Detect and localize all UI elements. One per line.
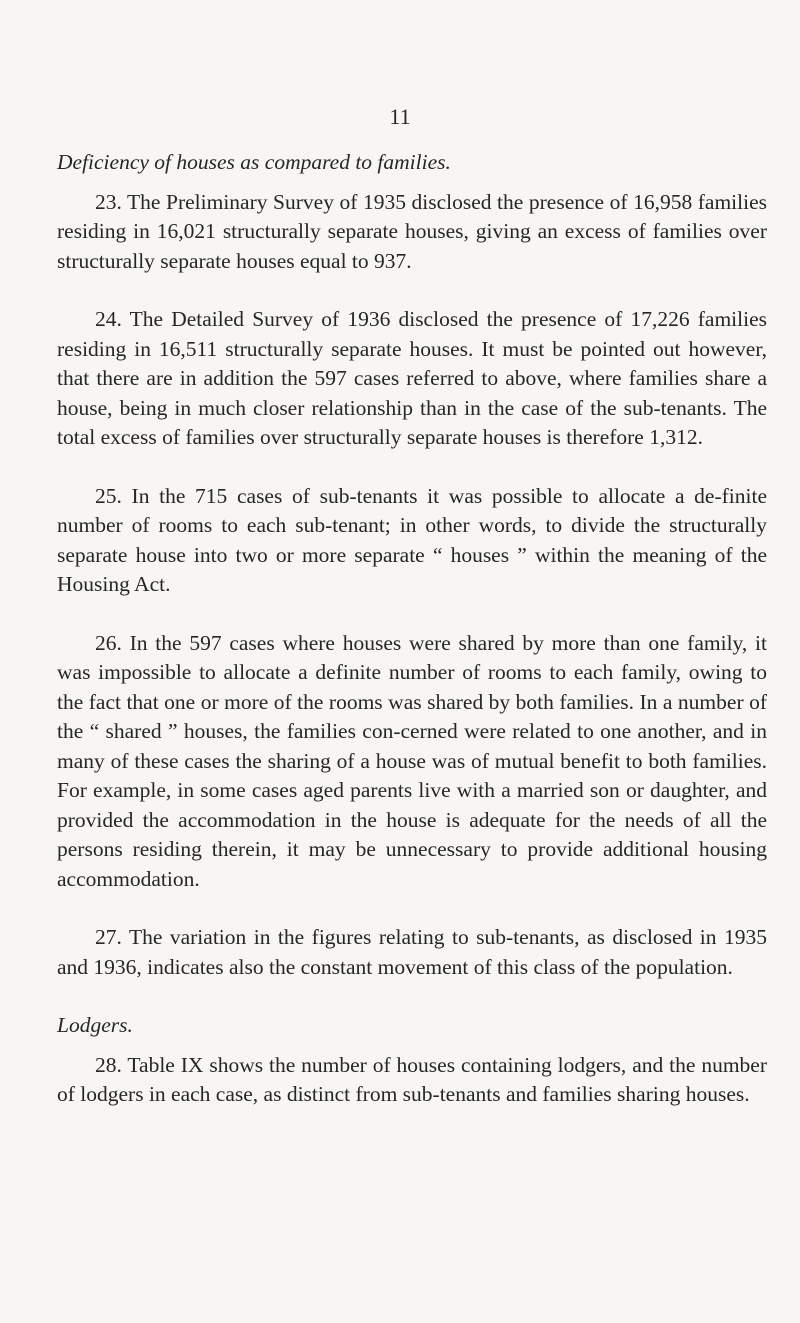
paragraph-26: 26. In the 597 cases where houses were shared by more than one family, it was impossible to allocate a definite number of rooms to each family, owing to the fact that one or more of the rooms was shared by both families. In a number of the “ shared ” houses, the families con-cerned were related to one another, and in many of these cases the sharing of a house was of mutual benefit to both families. For example, in some cases aged parents live with a married son or daughter, and provided the accommodation in the house is adequate for the needs of all the persons residing therein, it may be unnecessary to provide additional housing accommodation. (57, 630, 767, 891)
section-heading-lodgers: Lodgers. (57, 1013, 133, 1037)
paragraph-25: 25. In the 715 cases of sub-tenants it was possible to allocate a de-finite number of rooms to each sub-tenant; in other words, to divide the structurally separate house into two or more separate “ houses ” within the meaning of the Housing Act. (57, 483, 767, 596)
paragraph-24: 24. The Detailed Survey of 1936 disclosed the presence of 17,226 families residing in 16,511 structurally separate houses. It must be pointed out however, that there are in addition the 597 cases referred to above, where families share a house, being in much closer relationship than in the case of the sub-tenants. The total excess of families over structurally separate houses is therefore 1,312. (57, 307, 767, 449)
section-heading-deficiency: Deficiency of houses as compared to families. (57, 150, 451, 174)
page-number: 11 (389, 104, 411, 129)
page-content (57, 148, 767, 1110)
paragraph-27: 27. The variation in the figures relating to sub-tenants, as disclosed in 1935 and 1936, indicates also the constant movement of this class of the population. (57, 925, 767, 979)
paragraph-28: 28. Table IX shows the number of houses containing lodgers, and the number of lodgers in each case, as distinct from sub-tenants and families sharing houses. (57, 1052, 767, 1106)
paragraph-23: 23. The Preliminary Survey of 1935 disclosed the presence of 16,958 families residing in 16,021 structurally separate houses, giving an excess of families over structurally separate houses equal to 937. (57, 189, 767, 273)
